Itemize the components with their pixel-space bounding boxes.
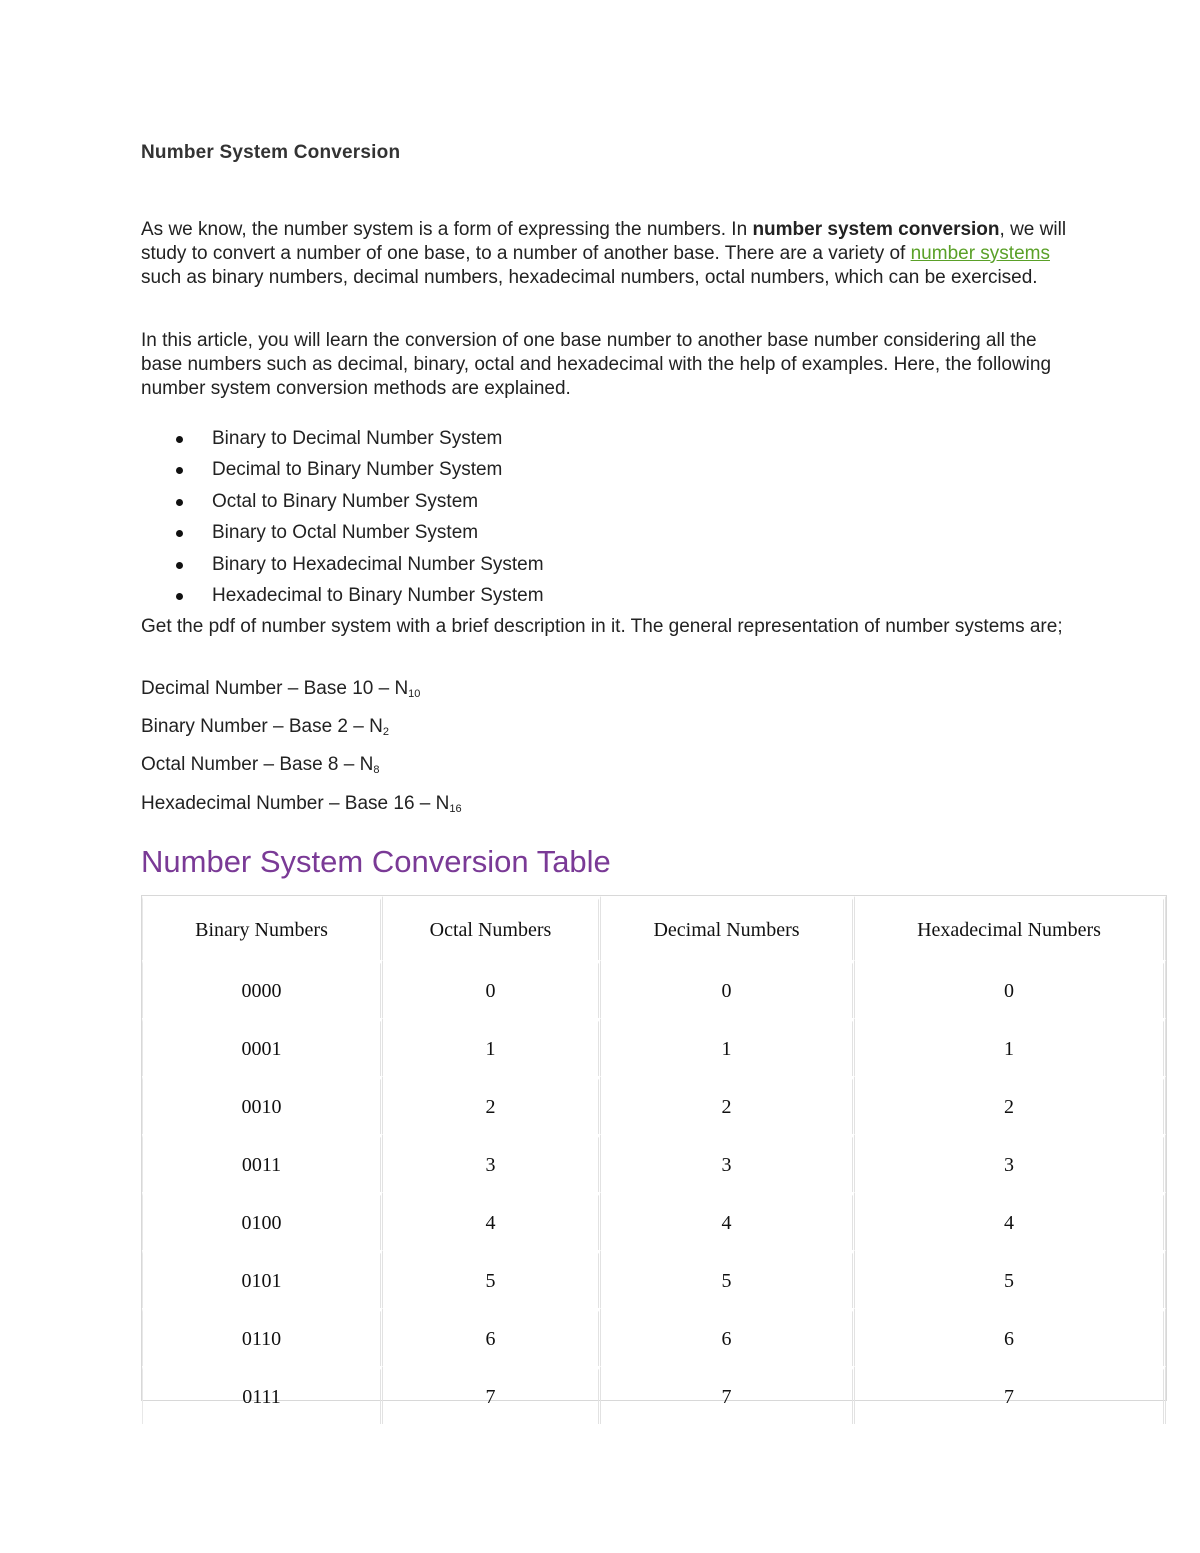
- table-row: [142, 1308, 1166, 1366]
- table-row: [142, 1134, 1166, 1192]
- table-header-row: [142, 896, 1166, 960]
- table-cell: 3: [855, 1134, 1166, 1192]
- table-row: [142, 1366, 1166, 1424]
- intro-text-3: such as binary numbers, decimal numbers, hexadecimal numbers, octal numbers, which can be exercised.: [141, 267, 1038, 288]
- table-cell: 0: [855, 960, 1166, 1018]
- document-title: Number System Conversion: [141, 142, 401, 163]
- conversion-table-heading: Number System Conversion Table: [141, 844, 611, 879]
- conversion-table: [141, 895, 1167, 1408]
- table-cell: 5: [383, 1250, 601, 1308]
- table-cell: 0010: [142, 1076, 383, 1134]
- list-item: Octal to Binary Number System: [141, 489, 544, 520]
- table-cell: 0110: [142, 1308, 383, 1366]
- table-row: [142, 960, 1166, 1018]
- table-cell: 0001: [142, 1018, 383, 1076]
- table-cell: 1: [855, 1018, 1166, 1076]
- representation-octal: Octal Number – Base $8 - N_8$: [141, 754, 380, 776]
- column-header: Octal Numbers: [383, 896, 601, 960]
- table-cell: 0100: [142, 1192, 383, 1250]
- pdf-paragraph: Get the pdf of number system with a brief description in it. The general representation of number systems are;: [141, 616, 1063, 637]
- table-cell: 2: [855, 1076, 1166, 1134]
- table-cell: 2: [601, 1076, 855, 1134]
- table-cell: 0011: [142, 1134, 383, 1192]
- column-header: Binary Numbers: [142, 896, 383, 960]
- table-cell: 7: [601, 1366, 855, 1424]
- intro-text-1: As we know, the number system is a form of expressing the numbers. In: [141, 219, 753, 240]
- table-cell: 0111: [142, 1366, 383, 1424]
- table-cell: 2: [383, 1076, 601, 1134]
- representation-hexadecimal: Hexadecimal Number – Base $16 - N_{16}$: [141, 793, 462, 815]
- table-cell: 6: [601, 1308, 855, 1366]
- table-cell: 0000: [142, 960, 383, 1018]
- table-cell: 5: [855, 1250, 1166, 1308]
- number-systems-link[interactable]: number systems: [910, 243, 1050, 264]
- table-cell: 6: [855, 1308, 1166, 1366]
- representation-binary: Binary Number – Base $2 - N_2$: [141, 716, 389, 738]
- table-cell: 6: [383, 1308, 601, 1366]
- table-cell: 4: [601, 1192, 855, 1250]
- column-header: Hexadecimal Numbers: [855, 896, 1166, 960]
- table-row: [142, 1192, 1166, 1250]
- table-cell: 3: [383, 1134, 601, 1192]
- table-cell: 1: [601, 1018, 855, 1076]
- table-row: [142, 1076, 1166, 1134]
- table-cell: 0: [383, 960, 601, 1018]
- intro-paragraph: [141, 218, 1071, 290]
- list-item: Binary to Hexadecimal Number System: [141, 552, 544, 583]
- table-row: [142, 1250, 1166, 1308]
- table-cell: 5: [601, 1250, 855, 1308]
- table-cell: 4: [855, 1192, 1166, 1250]
- table-row: [142, 1018, 1166, 1076]
- article-paragraph: In this article, you will learn the conversion of one base number to another base number considering all the base numbers such as decimal, binary, octal and hexadecimal with the help of examples. Here, the following number system conversion methods are explained.: [141, 330, 1052, 399]
- representation-decimal: Decimal Number – Base $10 - N_{10}$: [141, 678, 421, 700]
- table-cell: 7: [383, 1366, 601, 1424]
- list-item: Decimal to Binary Number System: [141, 457, 544, 488]
- table-cell: 4: [383, 1192, 601, 1250]
- intro-text-2: , we will study to convert a number of one base, to a number of another base. There are a variety of: [141, 219, 1067, 264]
- table-cell: 7: [855, 1366, 1166, 1424]
- methods-list: [141, 426, 544, 614]
- table-cell: 0101: [142, 1250, 383, 1308]
- table-cell: 0: [601, 960, 855, 1018]
- list-item: Binary to Octal Number System: [141, 520, 544, 551]
- intro-bold-term: number system conversion: [752, 219, 1000, 240]
- table-cell: 1: [383, 1018, 601, 1076]
- table-cell: 3: [601, 1134, 855, 1192]
- list-item: Hexadecimal to Binary Number System: [141, 583, 544, 614]
- column-header: Decimal Numbers: [601, 896, 855, 960]
- list-item: Binary to Decimal Number System: [141, 426, 544, 457]
